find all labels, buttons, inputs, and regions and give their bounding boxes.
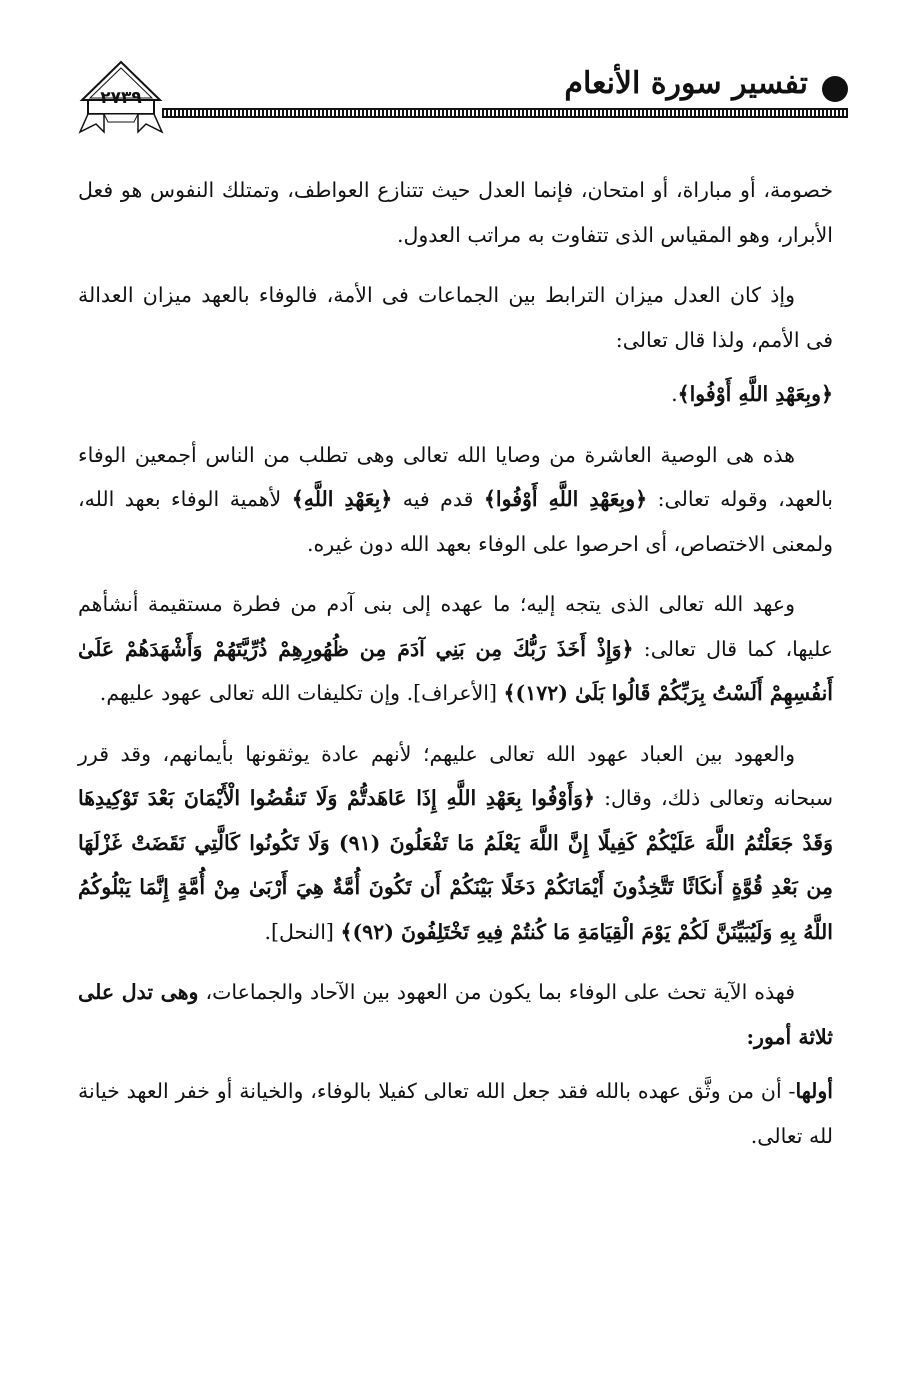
paragraph-1: خصومة، أو مباراة، أو امتحان، فإنما العدل حيث تتنازع العواطف، وتمتلك النفوس هو فعل الأبرار، وهو المقياس الذى تتفاوت به مراتب العدول.: [78, 178, 833, 247]
point-label: أولها: [795, 1079, 833, 1103]
page-header: [78, 58, 848, 148]
paragraph-4-part-c: لأهمية الوفاء بعهد الله، ولمعنى الاختصاص، أى احرصوا على الوفاء بعهد الله دون غيره.: [78, 487, 833, 556]
paragraph-7: [78, 970, 833, 1059]
quran-verse: ﴿وَأَوْفُوا بِعَهْدِ اللَّهِ إِذَا عَاهَدتُّمْ وَلَا تَنقُضُوا الْأَيْمَانَ بَعْدَ تَوْكِيدِهَا وَقَدْ جَعَلْتُمُ اللَّهَ عَلَيْكُمْ كَفِيلًا إِنَّ اللَّهَ يَعْلَمُ مَا تَفْعَلُونَ (٩١) وَلَا تَكُونُوا كَالَّتِي نَقَضَتْ غَزْلَهَا مِن بَعْدِ قُوَّةٍ أَنكَاثًا تَتَّخِذُونَ أَيْمَانَكُمْ دَخَلًا بَيْنَكُمْ أَن تَكُونَ أُمَّةٌ هِيَ أَرْبَىٰ مِنْ أُمَّةٍ إِنَّمَا يَبْلُوكُمُ اللَّهُ بِهِ وَلَيُبَيِّنَنَّ لَكُمْ يَوْمَ الْقِيَامَةِ مَا كُنتُمْ فِيهِ تَخْتَلِفُونَ (٩٢)﴾: [78, 786, 833, 944]
paragraph-3-end: .: [671, 382, 678, 406]
quran-verse: ﴿وبِعَهْدِ اللَّهِ أَوْفُوا﴾: [483, 487, 648, 511]
paragraph-7-heading: وهى تدل على ثلاثة أمور:: [78, 980, 833, 1049]
paragraph-6: [78, 732, 833, 955]
paragraph-4: [78, 433, 833, 567]
paragraph-6-part-b: [النحل].: [264, 919, 341, 944]
paragraph-5: [78, 582, 833, 716]
paragraph-8-text: - أن من وثَّق عهده بالله فقد جعل الله تعالى كفيلا بالوفاء، والخيانة أو خفر العهد خيانة لله تعالى.: [78, 1079, 833, 1148]
page-number: ٢٧٣٩: [100, 88, 142, 108]
paragraph-5-part-b: [الأعراف]. وإن تكليفات الله تعالى عهود عليهم.: [99, 681, 504, 705]
paragraph-2: وإذ كان العدل ميزان الترابط بين الجماعات فى الأمة، فالوفاء بالعهد ميزان العدالة فى الأمم، ولذا قال تعالى:: [78, 283, 833, 352]
quran-verse: ﴿وَإِذْ أَخَذَ رَبُّكَ مِن بَنِي آدَمَ مِن ظُهُورِهِمْ ذُرِّيَّتَهُمْ وَأَشْهَدَهُمْ عَلَىٰ أَنفُسِهِمْ أَلَسْتُ بِرَبِّكُمْ قَالُوا بَلَىٰ (١٧٢)﴾: [78, 636, 833, 705]
paragraph-7-part-a: فهذه الآية تحث على الوفاء بما يكون من العهود بين الآحاد والجماعات،: [198, 980, 795, 1004]
paragraph-4-part-b: قدم فيه: [392, 487, 484, 511]
page-body: [78, 168, 833, 1174]
page-title: تفسير سورة الأنعام: [564, 66, 808, 101]
quran-verse: ﴿بِعَهْدِ اللَّهِ﴾: [291, 487, 393, 511]
paragraph-3: [78, 372, 833, 417]
header-rule: [162, 108, 848, 118]
paragraph-6-part-a: والعهود بين العباد عهود الله تعالى عليهم؛ لأنهم عادة يوثقونها بأيمانهم، وقد قرر سبحانه وتعالى ذلك، وقال:: [78, 741, 834, 810]
paragraph-8: [78, 1069, 833, 1158]
paragraph-5-part-a: وعهد الله تعالى الذى يتجه إليه؛ ما عهده إلى بنى آدم من فطرة مستقيمة أنشأهم عليها، كما قال تعالى:: [78, 592, 834, 661]
header-bullet-icon: [822, 76, 848, 102]
paragraph-4-part-a: هذه هى الوصية العاشرة من وصايا الله تعالى وهى تطلب من الناس أجمعين الوفاء بالعهد، وقوله تعالى:: [78, 442, 834, 511]
quran-verse: ﴿وبِعَهْدِ اللَّهِ أَوْفُوا﴾: [677, 382, 833, 406]
